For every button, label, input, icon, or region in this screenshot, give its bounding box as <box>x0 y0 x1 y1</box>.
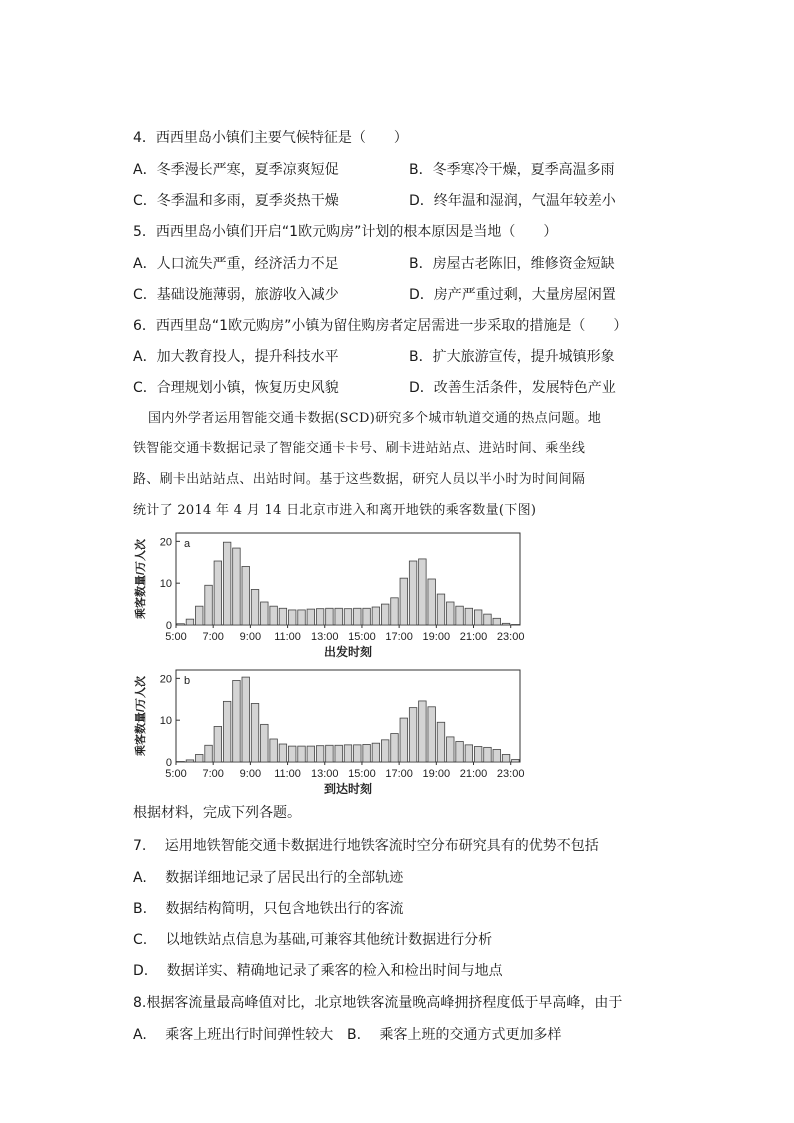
q4-option-a: A．冬季漫长严寒，夏季凉爽短促 <box>133 162 339 178</box>
chart-b-bar <box>335 745 342 762</box>
chart-a-bar <box>242 566 249 625</box>
chart-b-bar <box>512 759 519 762</box>
chart-b-bar <box>326 745 333 762</box>
chart-b-bar <box>381 740 388 762</box>
chart-b-bar <box>391 734 398 762</box>
chart-a <box>128 528 528 668</box>
chart-a-bar <box>298 610 305 625</box>
chart-a-bar <box>279 608 286 625</box>
chart-a-bar <box>465 608 472 625</box>
chart-a-ytick-label: 0 <box>165 620 172 632</box>
chart-a-bar <box>326 608 333 625</box>
q7-stem: 7. 运用地铁智能交通卡数据进行地铁客流时空分布研究具有的优势不包括 <box>133 838 599 854</box>
chart-a-bar <box>428 579 435 625</box>
chart-a-bar <box>363 608 370 625</box>
chart-a-bar <box>177 624 184 625</box>
chart-a-xtick-label: 13:00 <box>310 631 339 643</box>
chart-b-bar <box>186 760 193 762</box>
chart-b-svg <box>128 665 528 801</box>
chart-a-bar <box>512 625 519 626</box>
chart-b-ylabel: 乘客数量/万人次 <box>135 675 147 757</box>
chart-a-bar <box>437 594 444 625</box>
chart-b-bar <box>447 737 454 762</box>
chart-a-bar <box>223 542 230 625</box>
chart-b-bar <box>502 754 509 762</box>
chart-b-xlabel: 到达时刻 <box>323 782 373 796</box>
chart-a-xtick-label: 19:00 <box>422 631 451 643</box>
q8-option-a: A. 乘客上班出行时间弹性较大 <box>133 1027 334 1043</box>
chart-b-panel-label: b <box>184 675 191 687</box>
chart-a-bar <box>502 623 509 625</box>
chart-b-bar <box>233 680 240 762</box>
chart-b-bar <box>214 726 221 762</box>
passage-line-3: 路、刷卡出站站点、出站时间。基于这些数据，研究人员以半小时为时间间隔 <box>133 472 586 487</box>
chart-a-bar <box>484 614 491 625</box>
chart-a-panel-label: a <box>184 538 191 550</box>
chart-a-bar <box>474 610 481 625</box>
chart-b-bar <box>465 745 472 762</box>
chart-a-bar <box>372 607 379 625</box>
chart-a-bar <box>447 602 454 625</box>
chart-a-xtick-label: 9:00 <box>239 631 262 643</box>
chart-b-bar <box>474 747 481 762</box>
chart-b-bar <box>372 743 379 762</box>
q6-stem: 6．西西里岛“1欧元购房”小镇为留住购房者定居需进一步采取的措施是（ ） <box>133 318 628 334</box>
chart-b-bar <box>316 746 323 762</box>
q6-option-d: D．改善生活条件，发展特色产业 <box>409 380 616 396</box>
chart-b-bar <box>493 749 500 762</box>
chart-a-xtick-label: 15:00 <box>348 631 376 643</box>
chart-b-bar <box>484 747 491 762</box>
chart-b-xtick-label: 5:00 <box>165 768 187 780</box>
chart-a-bar <box>335 608 342 625</box>
chart-a-xtick-label: 5:00 <box>165 631 187 643</box>
q4-option-d: D．终年温和湿润，气温年较差小 <box>409 193 616 209</box>
q7-option-a: A. 数据详细地记录了居民出行的全部轨迹 <box>133 870 404 886</box>
chart-a-xlabel: 出发时刻 <box>323 645 373 659</box>
chart-a-bar <box>409 561 416 625</box>
chart-a-bar <box>456 606 463 625</box>
q8-option-b: B. 乘客上班的交通方式更加多样 <box>347 1027 562 1043</box>
q6-option-b: B．扩大旅游宣传，提升城镇形象 <box>409 349 615 365</box>
chart-a-ylabel: 乘客数量/万人次 <box>135 538 147 620</box>
chart-b-bar <box>270 739 277 762</box>
chart-a-ytick-label: 20 <box>159 536 172 549</box>
chart-a-bar <box>288 610 295 625</box>
chart-b-bar <box>307 746 314 762</box>
chart-b-bar <box>456 742 463 762</box>
chart-b-ytick-label: 20 <box>159 673 172 686</box>
chart-b-bar <box>363 744 370 762</box>
chart-b-bar <box>195 754 202 762</box>
q7-option-c: C. 以地铁站点信息为基础,可兼容其他统计数据进行分析 <box>133 932 493 948</box>
chart-a-bar <box>261 602 268 625</box>
passage-line-4: 统计了 2014 年 4 月 14 日北京市进入和离开地铁的乘客数量(下图) <box>133 503 537 518</box>
passage-line-2: 铁智能交通卡数据记录了智能交通卡卡号、刷卡进站站点、进站时间、乘坐线 <box>133 441 586 456</box>
q6-option-a: A．加大教育投人，提升科技水平 <box>133 349 339 365</box>
q4-option-b: B．冬季寒冷干燥，夏季高温多雨 <box>409 162 615 178</box>
chart-a-bar <box>307 609 314 625</box>
chart-a-xtick-label: 23:00 <box>496 631 525 643</box>
chart-b-bar <box>223 701 230 762</box>
chart-a-bar <box>391 598 398 625</box>
chart-b-bar <box>428 707 435 762</box>
chart-b-xtick-label: 17:00 <box>385 768 413 780</box>
chart-a-bar <box>186 619 193 625</box>
chart-a-bar <box>493 618 500 625</box>
chart-a-xtick-label: 17:00 <box>385 631 413 643</box>
chart-b-ytick-label: 10 <box>159 715 172 728</box>
chart-b-bar <box>437 722 444 762</box>
q8-stem: 8.根据客流量最高峰值对比，北京地铁客流量晚高峰拥挤程度低于早高峰，由于 <box>133 995 623 1011</box>
chart-b-xtick-label: 15:00 <box>348 768 376 780</box>
chart-b-xtick-label: 9:00 <box>239 768 262 780</box>
chart-b-bar <box>354 745 361 762</box>
chart-a-xtick-label: 11:00 <box>274 631 301 643</box>
chart-b-xtick-label: 21:00 <box>459 768 488 780</box>
q7-option-d: D. 数据详实、精确地记录了乘客的检入和检出时间与地点 <box>133 963 503 979</box>
chart-a-bar <box>205 585 212 625</box>
q6-option-c: C．合理规划小镇，恢复历史风貌 <box>133 380 339 396</box>
chart-a-xtick-label: 21:00 <box>459 631 488 643</box>
chart-a-bar <box>419 559 426 625</box>
chart-b-xtick-label: 19:00 <box>422 768 451 780</box>
instruction: 根据材料，完成下列各题。 <box>133 805 301 821</box>
chart-b-bar <box>419 701 426 762</box>
chart-a-bar <box>400 578 407 625</box>
chart-b-bar <box>409 708 416 762</box>
chart-b-bar <box>288 746 295 762</box>
chart-b-xtick-label: 13:00 <box>310 768 339 780</box>
q4-option-c: C．冬季温和多雨，夏季炎热干燥 <box>133 193 339 209</box>
chart-a-bar <box>214 561 221 625</box>
q5-option-b: B．房屋古老陈旧，维修资金短缺 <box>409 256 615 272</box>
chart-b-bar <box>298 746 305 762</box>
chart-b-bar <box>344 745 351 762</box>
q4-stem: 4．西西里岛小镇们主要气候特征是（ ） <box>133 130 408 146</box>
chart-a-bar <box>233 548 240 625</box>
chart-a-xtick-label: 7:00 <box>202 631 224 643</box>
chart-b <box>128 665 528 805</box>
passage-line-1: 国内外学者运用智能交通卡数据(SCD)研究多个城市轨道交通的热点问题。地 <box>148 411 602 426</box>
chart-a-bar <box>354 608 361 625</box>
chart-b-xtick-label: 23:00 <box>496 768 525 780</box>
chart-a-bar <box>344 609 351 625</box>
q5-option-d: D．房产严重过剩，大量房屋闲置 <box>409 287 616 303</box>
chart-b-bar <box>205 745 212 762</box>
q5-stem: 5．西西里岛小镇们开启“1欧元购房”计划的根本原因是当地（ ） <box>133 224 558 240</box>
chart-b-bar <box>261 724 268 762</box>
chart-b-xtick-label: 11:00 <box>274 768 301 780</box>
chart-a-bar <box>316 609 323 625</box>
chart-a-bar <box>270 606 277 625</box>
chart-a-bar <box>195 606 202 625</box>
chart-a-svg <box>128 528 528 664</box>
chart-b-bar <box>242 677 249 762</box>
chart-b-bar <box>177 762 184 763</box>
q5-option-a: A．人口流失严重，经济活力不足 <box>133 256 339 272</box>
chart-b-bar <box>279 744 286 762</box>
q5-option-c: C．基础设施薄弱，旅游收入减少 <box>133 287 339 303</box>
chart-b-ytick-label: 0 <box>165 757 172 769</box>
chart-b-xtick-label: 7:00 <box>202 768 224 780</box>
chart-a-bar <box>381 604 388 625</box>
chart-b-bar <box>251 703 258 762</box>
chart-a-ytick-label: 10 <box>159 578 172 591</box>
q7-option-b: B. 数据结构简明，只包含地铁出行的客流 <box>133 901 404 917</box>
chart-b-bar <box>400 718 407 762</box>
chart-a-bar <box>251 589 258 625</box>
